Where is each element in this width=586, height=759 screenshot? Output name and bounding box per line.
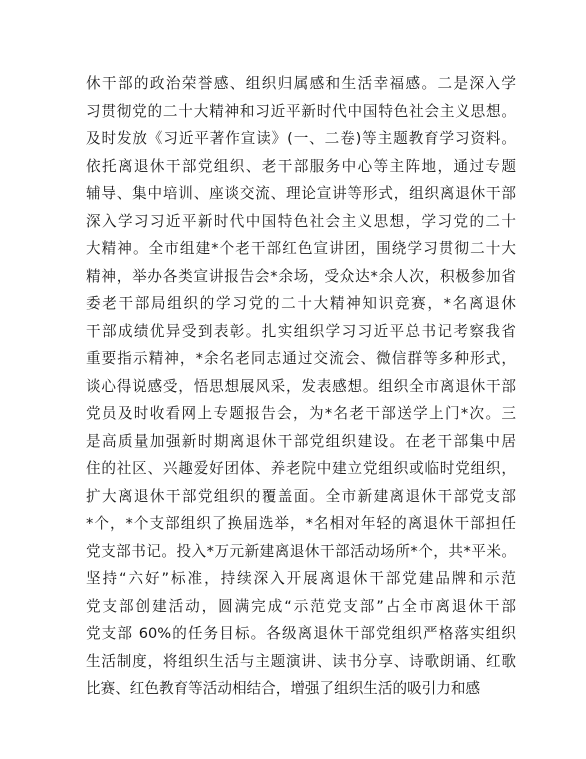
text-line: 委老干部局组织的学习党的二十大精神知识竞赛，*名离退休 xyxy=(86,295,516,312)
text-line: 精神，举办各类宣讲报告会*余场，受众达*余人次，积极参加省 xyxy=(86,267,516,285)
text-line: 休干部的政治荣誉感、组织归属感和生活幸福感。二是深入学 xyxy=(86,75,516,92)
text-line: 干部成绩优异受到表彰。扎实组织学习习近平总书记考察我省 xyxy=(86,322,516,340)
text-line: *个，*个支部组织了换届选举，*名相对年轻的离退休干部担任 xyxy=(86,515,516,532)
text-line: 谈心得说感受，悟思想展风采，发表感想。组织全市离退休干部 xyxy=(86,377,516,395)
text-line: 及时发放《习近平著作宣读》(一、二卷)等主题教育学习资料。 xyxy=(86,130,516,147)
text-line: 坚持“六好”标准，持续深入开展离退休干部党建品牌和示范 xyxy=(86,570,516,587)
text-line: 党支部创建活动，圆满完成“示范党支部”占全市离退休干部 xyxy=(86,597,516,615)
text-line: 比赛、红色教育等活动相结合，增强了组织生活的吸引力和感 xyxy=(86,680,481,697)
text-line: 党员及时收看网上专题报告会，为*名老干部送学上门*次。三 xyxy=(86,405,516,422)
text-line: 生活制度，将组织生活与主题演讲、读书分享、诗歌朗诵、红歌 xyxy=(86,652,516,670)
text-line: 深入学习习近平新时代中国特色社会主义思想，学习党的二十 xyxy=(86,212,516,230)
text-line: 依托离退休干部党组织、老干部服务中心等主阵地，通过专题 xyxy=(86,157,516,175)
text-line: 是高质量加强新时期离退休干部党组织建设。在老干部集中居 xyxy=(86,432,516,450)
text-line: 党支部书记。投入*万元新建离退休干部活动场所*个，共*平米。 xyxy=(86,542,516,560)
text-line: 党支部 60%的任务目标。各级离退休干部党组织严格落实组织 xyxy=(86,625,516,642)
text-line: 习贯彻党的二十大精神和习近平新时代中国特色社会主义思想。 xyxy=(86,102,516,120)
text-line: 重要指示精神，*余名老同志通过交流会、微信群等多种形式， xyxy=(86,350,516,367)
text-line: 大精神。全市组建*个老干部红色宣讲团，围绕学习贯彻二十大 xyxy=(86,240,516,257)
text-line: 住的社区、兴趣爱好团体、养老院中建立党组织或临时党组织， xyxy=(86,460,516,477)
text-line: 辅导、集中培训、座谈交流、理论宣讲等形式，组织离退休干部 xyxy=(86,185,516,202)
text-line: 扩大离退休干部党组织的覆盖面。全市新建离退休干部党支部 xyxy=(86,487,516,505)
body-text xyxy=(86,70,516,703)
